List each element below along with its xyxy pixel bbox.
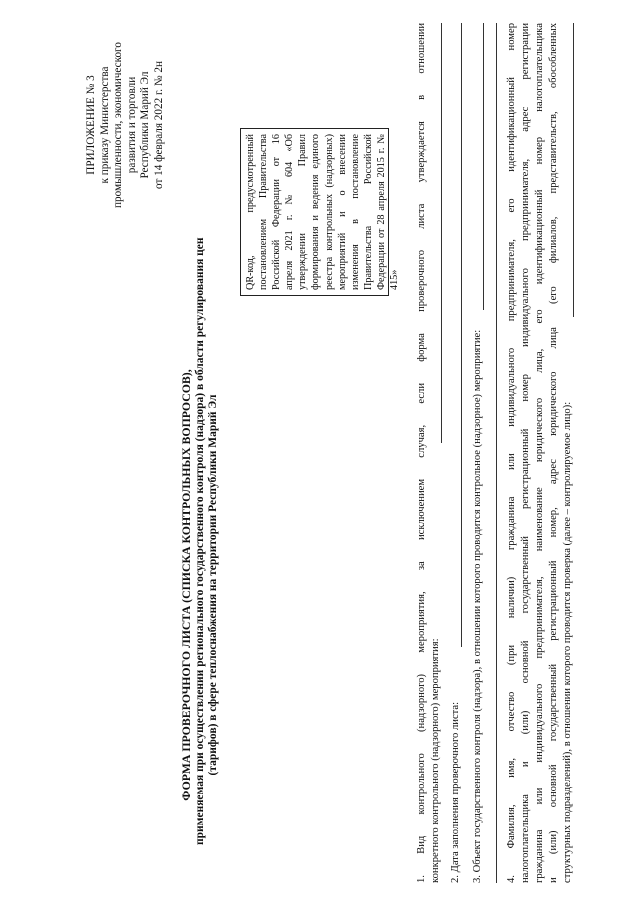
item-2-line: 2. Дата заполнения проверочного листа: bbox=[450, 701, 461, 883]
item-4-line: гражданина или индивидуального предпринимателя, наименование юридического лица, его идентификационный номер налогоплательщика bbox=[534, 23, 545, 883]
item-4 bbox=[505, 23, 575, 883]
item-3-continuation-line[interactable] bbox=[496, 23, 497, 883]
item-2-answer-line[interactable] bbox=[461, 23, 462, 647]
appendix-line: развития и торговли bbox=[125, 76, 138, 174]
document-title bbox=[179, 237, 221, 845]
title-main: ФОРМА ПРОВЕРОЧНОГО ЛИСТА (СПИСКА КОНТРОЛЬНЫХ ВОПРОСОВ), bbox=[179, 369, 193, 801]
appendix-line: промышленности, экономического bbox=[112, 42, 125, 208]
item-3 bbox=[471, 23, 485, 883]
item-4-line: налогоплательщика и (или) основной государственный регистрационный номер индивидуального предпринимателя, адрес регистрации bbox=[520, 23, 531, 883]
item-1-line: конкретного контрольного (надзорного) мероприятия: bbox=[430, 638, 441, 883]
item-4-line: структурных подразделений), в отношении которого проводится проверка (далее – контролируемое лицо): bbox=[562, 401, 573, 883]
item-1-line: 1. Вид контрольного (надзорного) мероприятия, за исключением случая, если форма проверочного листа утверждается в отношении bbox=[416, 23, 427, 883]
appendix-line: от 14 февраля 2022 г. № 2н bbox=[152, 61, 165, 189]
appendix-line: ПРИЛОЖЕНИЕ № 3 bbox=[85, 75, 97, 175]
appendix-line: к приказу Министерства bbox=[98, 66, 111, 184]
item-1-answer-line[interactable] bbox=[441, 23, 442, 443]
item-3-line: 3. Объект государственного контроля (надзора), в отношении которого проводится контрольное (надзорное) мероприятие: bbox=[472, 329, 483, 883]
item-4-line: и (или) основной государственный регистрационный номер, адрес юридического лица (его филиалов, представительств, обособленных bbox=[548, 23, 559, 883]
item-1 bbox=[415, 23, 443, 883]
item-2 bbox=[449, 23, 463, 883]
item-3-answer-line[interactable] bbox=[483, 23, 484, 310]
title-sub-line: применяемая при осуществлении регионального государственного контроля (надзора) в области регулирования цен bbox=[194, 237, 207, 845]
item-4-answer-line[interactable] bbox=[573, 23, 574, 317]
title-sub-line: (тарифов) в сфере теплоснабжения на территории Республики Марий Эл bbox=[207, 394, 220, 776]
appendix-header bbox=[85, 25, 167, 225]
item-4-line: 4. Фамилия, имя, отчество (при наличии) гражданина или индивидуального предпринимателя, его идентификационный номер bbox=[506, 23, 517, 883]
qr-code-box: QR-код, предусмотренный постановлением Правительства Российской Федерации от 16 апреля 2021 г. № 604 «Об утверждении Правил формирования и ведения единого реестра контрольных (надзорных) мероприятий и о внесении изменения в постановление Правительства Российской Федерации от 28 апреля 2015 г. № 415» bbox=[240, 128, 389, 296]
appendix-line: Республики Марий Эл bbox=[139, 71, 152, 179]
